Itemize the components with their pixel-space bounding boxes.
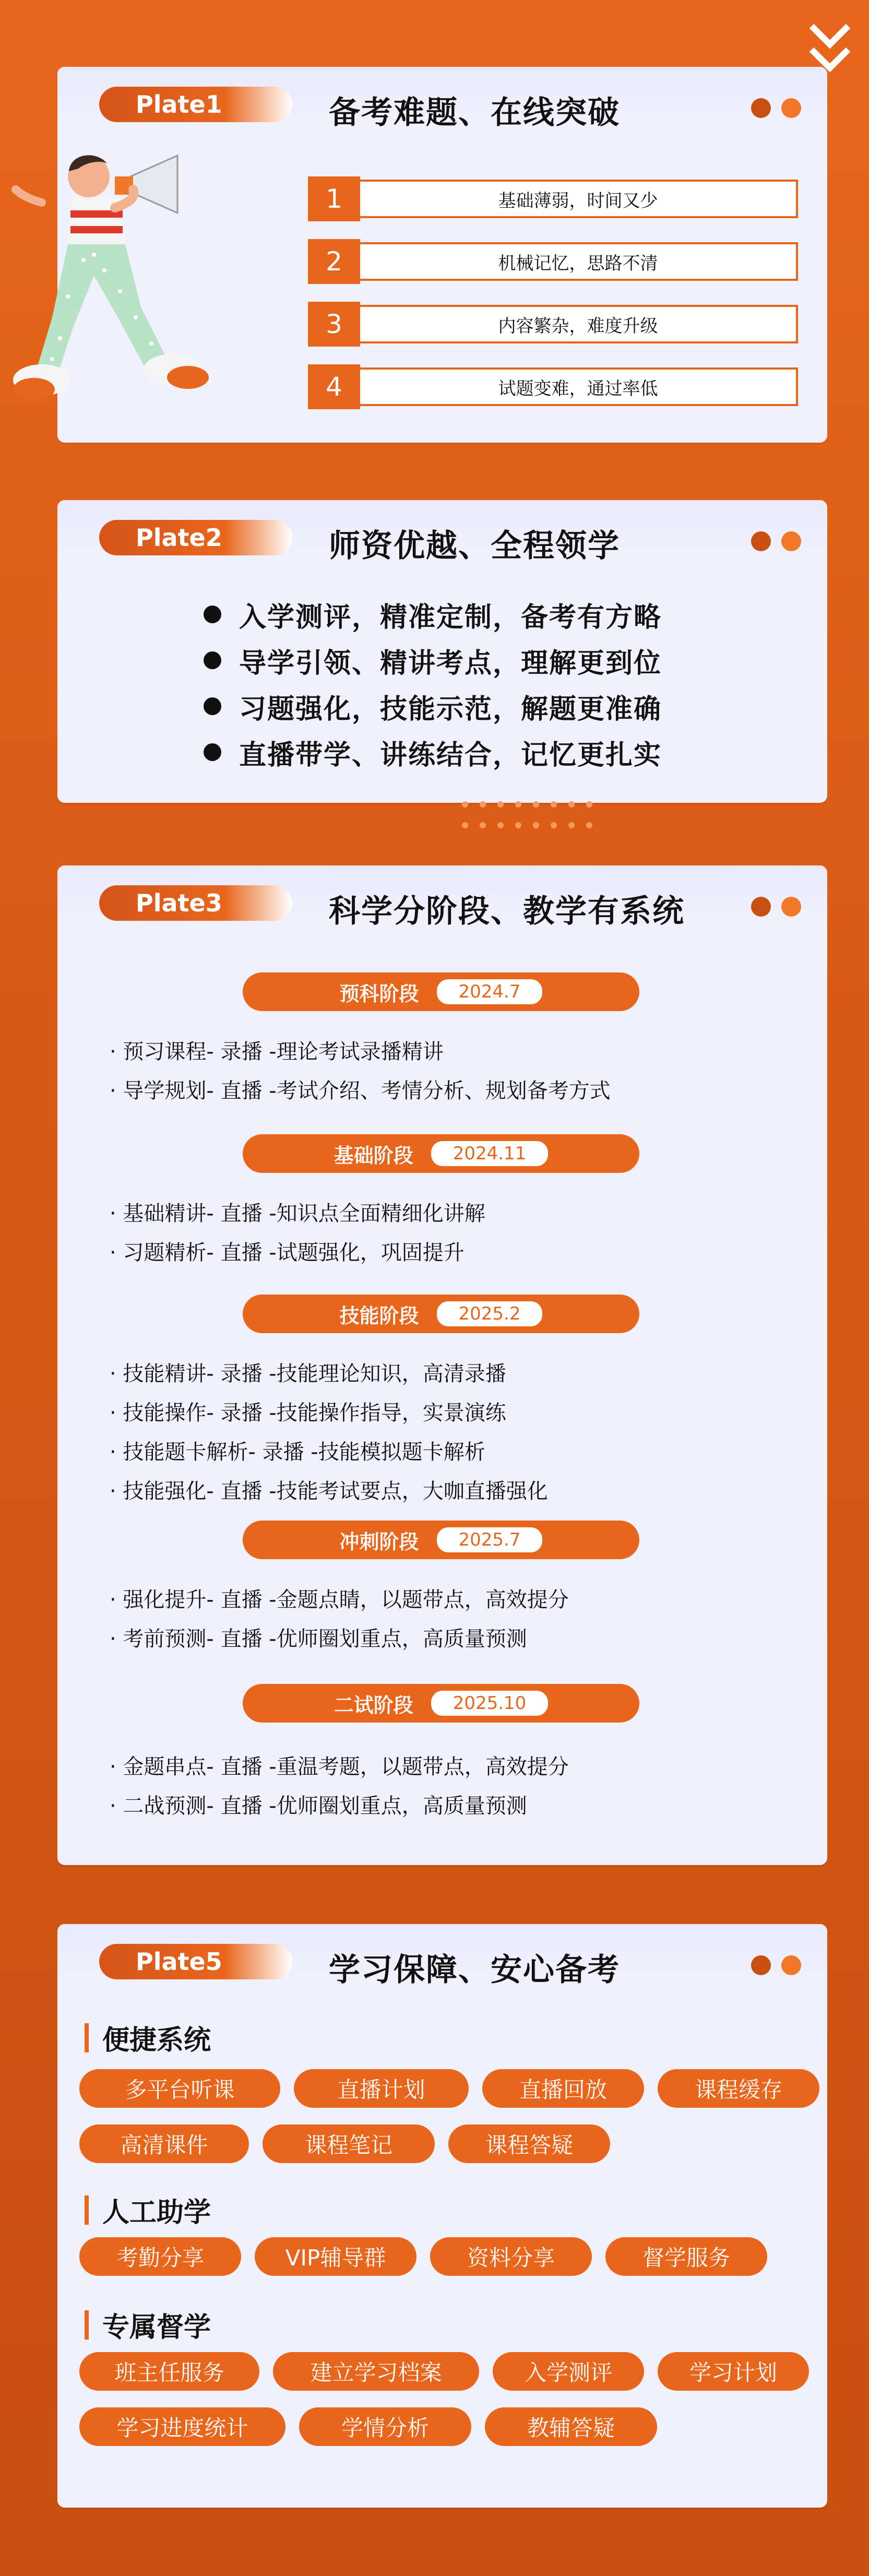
plate1-title: 备考难题、在线突破 bbox=[329, 94, 620, 131]
issue-text: 试题变难，通过率低 bbox=[360, 367, 798, 406]
service-tag: 考勤分享 bbox=[79, 2237, 241, 2276]
issue-number: 2 bbox=[308, 239, 360, 284]
stage-date: 2025.2 bbox=[437, 1301, 543, 1326]
stage-item: · 二战预测- 直播 -优师圈划重点，高质量预测 bbox=[110, 1794, 527, 1818]
section-title-text: 便捷系统 bbox=[102, 2025, 211, 2056]
service-tag: 督学服务 bbox=[605, 2237, 767, 2276]
service-tag: 入学测评 bbox=[493, 2352, 644, 2391]
stage-item: · 金题串点- 直播 -重温考题，以题带点，高效提分 bbox=[110, 1755, 569, 1779]
issue-item bbox=[308, 239, 801, 284]
list-item-text: 习题强化，技能示范，解题更准确 bbox=[239, 693, 662, 725]
stage-item: · 强化提升- 直播 -金题点睛，以题带点，高效提分 bbox=[110, 1588, 569, 1612]
header-dots bbox=[751, 1955, 801, 1975]
plate5-label: Plate5 bbox=[99, 1944, 292, 1979]
plate2-card bbox=[57, 500, 827, 803]
list-item bbox=[204, 637, 662, 683]
service-tag: 学情分析 bbox=[299, 2407, 471, 2446]
stage-date: 2024.11 bbox=[431, 1141, 549, 1166]
section-bar bbox=[85, 2195, 89, 2225]
stage-item: · 技能操作- 录播 -技能操作指导，实景演练 bbox=[110, 1401, 506, 1425]
stage-item: · 预习课程- 录播 -理论考试录播精讲 bbox=[110, 1040, 444, 1064]
feature-list bbox=[204, 591, 662, 775]
plate5-title: 学习保障、安心备考 bbox=[329, 1952, 620, 1988]
stage-item: · 习题精析- 直播 -试题强化，巩固提升 bbox=[110, 1241, 465, 1265]
service-tag: 建立学习档案 bbox=[273, 2352, 479, 2391]
stage-header bbox=[243, 1134, 639, 1173]
plate3-label: Plate3 bbox=[99, 885, 292, 921]
list-item-text: 直播带学、讲练结合，记忆更扎实 bbox=[239, 739, 662, 771]
issue-text: 机械记忆，思路不清 bbox=[360, 242, 798, 281]
decorative-dots bbox=[462, 801, 604, 828]
issue-item bbox=[308, 302, 801, 347]
bullet-icon bbox=[204, 697, 221, 715]
stage-item: · 技能强化- 直播 -技能考试要点，大咖直播强化 bbox=[110, 1479, 548, 1503]
chip-row bbox=[79, 2069, 819, 2108]
stage-date: 2024.7 bbox=[437, 979, 543, 1004]
issue-item bbox=[308, 176, 801, 221]
section-bar bbox=[85, 2023, 89, 2052]
service-tag: 学习进度统计 bbox=[79, 2407, 285, 2446]
stage-item: · 技能题卡解析- 录播 -技能模拟题卡解析 bbox=[110, 1440, 485, 1464]
chip-row bbox=[79, 2124, 610, 2163]
stage-name: 预科阶段 bbox=[339, 982, 419, 1005]
section-title-text: 人工助学 bbox=[102, 2197, 211, 2228]
stage-name: 冲刺阶段 bbox=[339, 1530, 419, 1553]
chip-row bbox=[79, 2237, 767, 2276]
issue-number: 1 bbox=[308, 176, 360, 221]
list-item bbox=[204, 591, 662, 637]
plate5-card bbox=[57, 1924, 827, 2508]
plate3-title: 科学分阶段、教学有系统 bbox=[329, 893, 685, 930]
stage-date: 2025.10 bbox=[431, 1691, 549, 1716]
bullet-icon bbox=[204, 606, 221, 623]
plate1-label: Plate1 bbox=[99, 87, 292, 122]
header-dots bbox=[751, 98, 801, 118]
service-tag: 课程笔记 bbox=[263, 2124, 435, 2163]
section-bar bbox=[85, 2310, 89, 2340]
list-item bbox=[204, 729, 662, 775]
stage-name: 二试阶段 bbox=[334, 1693, 413, 1717]
service-tag: 直播计划 bbox=[294, 2069, 469, 2108]
section-title bbox=[85, 2305, 211, 2344]
issue-number: 3 bbox=[308, 302, 360, 347]
plate3-header bbox=[57, 865, 827, 930]
bullet-icon bbox=[204, 651, 221, 669]
plate2-header bbox=[57, 500, 827, 564]
megaphone-person-illustration bbox=[10, 140, 303, 432]
stage-name: 技能阶段 bbox=[339, 1304, 419, 1327]
stage-header bbox=[243, 972, 639, 1011]
chip-row bbox=[79, 2407, 657, 2446]
service-tag: 直播回放 bbox=[482, 2069, 644, 2108]
section-title bbox=[85, 2190, 211, 2229]
issue-text: 内容繁杂，难度升级 bbox=[360, 305, 798, 343]
plate1-card bbox=[57, 67, 827, 443]
service-tag: 班主任服务 bbox=[79, 2352, 259, 2391]
plate2-label: Plate2 bbox=[99, 520, 292, 555]
plate5-header bbox=[57, 1924, 827, 1988]
chip-row bbox=[79, 2352, 809, 2391]
bullet-icon bbox=[204, 743, 221, 761]
section-title bbox=[85, 2018, 211, 2057]
service-tag: 教辅答疑 bbox=[485, 2407, 657, 2446]
issue-text: 基础薄弱，时间又少 bbox=[360, 180, 798, 218]
issue-item bbox=[308, 364, 801, 409]
list-item bbox=[204, 683, 662, 729]
stage-date: 2025.7 bbox=[437, 1527, 543, 1552]
service-tag: 课程答疑 bbox=[448, 2124, 610, 2163]
list-item-text: 导学引领、精讲考点，理解更到位 bbox=[239, 647, 662, 679]
section-title-text: 专属督学 bbox=[102, 2312, 211, 2343]
issue-number: 4 bbox=[308, 364, 360, 409]
plate2-title: 师资优越、全程领学 bbox=[329, 528, 620, 564]
header-dots bbox=[751, 531, 801, 551]
service-tag: 学习计划 bbox=[658, 2352, 809, 2391]
service-tag: 高清课件 bbox=[79, 2124, 249, 2163]
plate3-card bbox=[57, 865, 827, 1865]
stage-item: · 技能精讲- 录播 -技能理论知识，高清录播 bbox=[110, 1362, 506, 1386]
service-tag: 资料分享 bbox=[430, 2237, 592, 2276]
header-dots bbox=[751, 897, 801, 917]
stage-header bbox=[243, 1684, 639, 1723]
stage-header bbox=[243, 1295, 639, 1333]
stage-name: 基础阶段 bbox=[334, 1144, 413, 1167]
stage-item: · 考前预测- 直播 -优师圈划重点，高质量预测 bbox=[110, 1627, 527, 1651]
service-tag: 多平台听课 bbox=[79, 2069, 280, 2108]
stage-item: · 导学规划- 直播 -考试介绍、考情分析、规划备考方式 bbox=[110, 1079, 611, 1103]
service-tag: 课程缓存 bbox=[658, 2069, 819, 2108]
list-item-text: 入学测评，精准定制，备考有方略 bbox=[239, 601, 662, 633]
stage-item: · 基础精讲- 直播 -知识点全面精细化讲解 bbox=[110, 1202, 485, 1226]
plate1-header bbox=[57, 67, 827, 131]
service-tag: VIP辅导群 bbox=[255, 2237, 416, 2276]
stage-header bbox=[243, 1521, 639, 1559]
